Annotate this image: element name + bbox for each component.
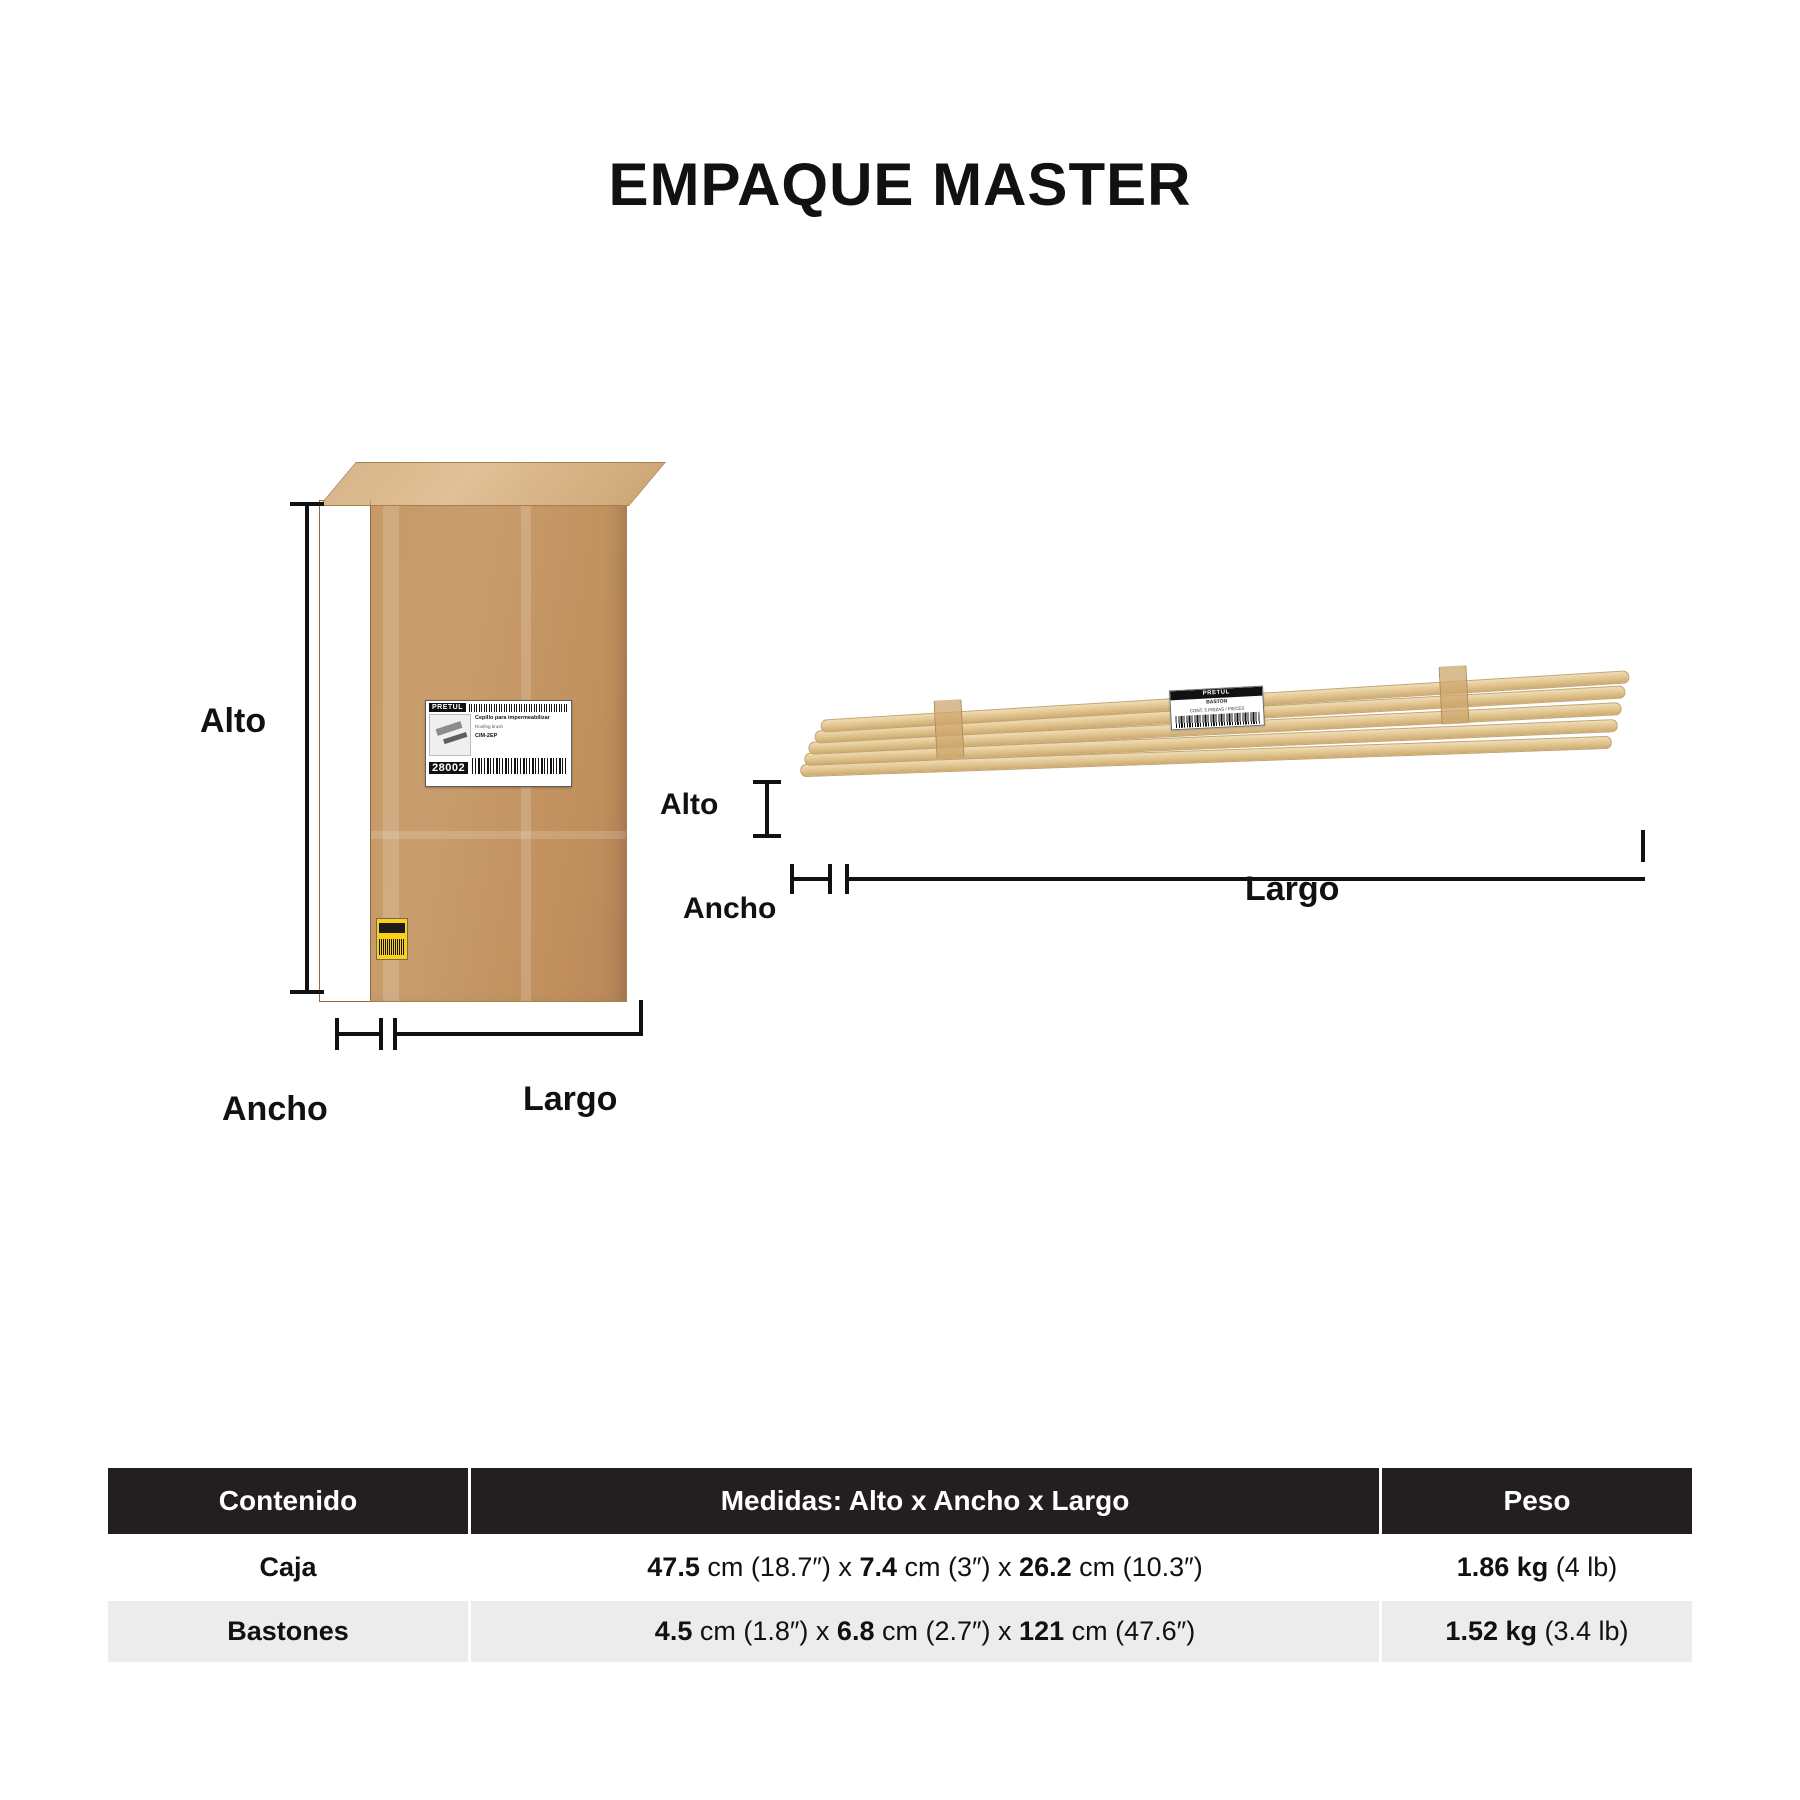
label-header: [426, 701, 571, 712]
packaging-illustration: [0, 430, 1800, 1150]
table-row: [107, 1536, 1694, 1600]
brand-name: PRETUL: [429, 703, 466, 712]
header-peso: Peso: [1381, 1467, 1694, 1536]
label-topbars-icon: [469, 704, 568, 712]
label-body: [426, 712, 571, 758]
bundle-product-label: [1169, 686, 1265, 731]
product-thumbnail-icon: [429, 714, 471, 756]
sticks-ancho-label: Ancho: [683, 892, 777, 925]
box-corner-tag: [376, 918, 408, 960]
sticks-ancho-tick-left: [790, 864, 794, 894]
bundle-band: [1439, 665, 1470, 724]
sticks-alto-tick-bottom: [753, 834, 781, 838]
box-alto-tick-top: [290, 502, 324, 506]
sticks-alto-dimension-line: [765, 780, 769, 838]
cell-peso: 1.86 kg (4 lb): [1381, 1536, 1694, 1600]
bundle-band: [934, 699, 965, 758]
cell-medidas: 47.5 cm (18.7″) x 7.4 cm (3″) x 26.2 cm (10.3″): [470, 1536, 1381, 1600]
box-largo-label: Largo: [523, 1080, 618, 1118]
carton-box-figure: [320, 460, 740, 1020]
sticks-ancho-dimension-line: [790, 877, 832, 881]
product-number: 28002: [429, 762, 468, 774]
carton-side-face: [319, 500, 373, 1002]
barcode-icon: [472, 758, 568, 774]
sticks-alto-tick-top: [753, 780, 781, 784]
box-alto-tick-bottom: [290, 990, 324, 994]
product-description: Cepillo para impermeabilizar: [475, 715, 550, 721]
box-alto-label: Alto: [200, 702, 267, 740]
sticks-alto-label: Alto: [660, 788, 719, 821]
header-medidas: Medidas: Alto x Ancho x Largo: [470, 1467, 1381, 1536]
specs-table: [105, 1465, 1695, 1665]
page-title: EMPAQUE MASTER: [608, 151, 1192, 218]
cell-contenido: Caja: [107, 1536, 470, 1600]
box-ancho-tick-right: [379, 1018, 383, 1050]
cell-medidas: 4.5 cm (1.8″) x 6.8 cm (2.7″) x 121 cm (47.6″): [470, 1600, 1381, 1664]
cell-contenido: Bastones: [107, 1600, 470, 1664]
label-footer: [426, 758, 571, 776]
sticks-largo-tick-left: [845, 864, 849, 894]
product-description: CONT. 5 PIEZAS / PIECES: [1189, 705, 1245, 714]
box-largo-tick-right: [639, 1000, 643, 1032]
product-code: BASTON: [1206, 698, 1228, 706]
header-contenido: Contenido: [107, 1467, 470, 1536]
box-largo-dimension-line: [393, 1032, 643, 1036]
carton-edge-seam: [370, 500, 371, 1000]
box-product-label: [425, 700, 572, 787]
product-code: CIM-2EP: [475, 732, 498, 739]
label-text-block: [475, 714, 568, 756]
product-subtitle: Roofing brush: [475, 723, 504, 729]
box-alto-dimension-line: [305, 502, 309, 994]
shrinkwrap-sheen: [371, 831, 626, 839]
box-ancho-dimension-line: [335, 1032, 383, 1036]
sticks-largo-label: Largo: [1245, 870, 1340, 908]
cell-peso: 1.52 kg (3.4 lb): [1381, 1600, 1694, 1664]
box-ancho-tick-left: [335, 1018, 339, 1050]
table-header-row: [107, 1467, 1694, 1536]
sticks-largo-tick-right: [1641, 830, 1645, 862]
brand-name: PRETUL: [1170, 687, 1262, 701]
box-ancho-label: Ancho: [222, 1090, 328, 1128]
stick-bundle-figure: [790, 640, 1690, 860]
carton-top-face: [319, 462, 666, 506]
sticks-ancho-tick-right: [828, 864, 832, 894]
box-largo-tick-left: [393, 1018, 397, 1050]
table-row: [107, 1600, 1694, 1664]
